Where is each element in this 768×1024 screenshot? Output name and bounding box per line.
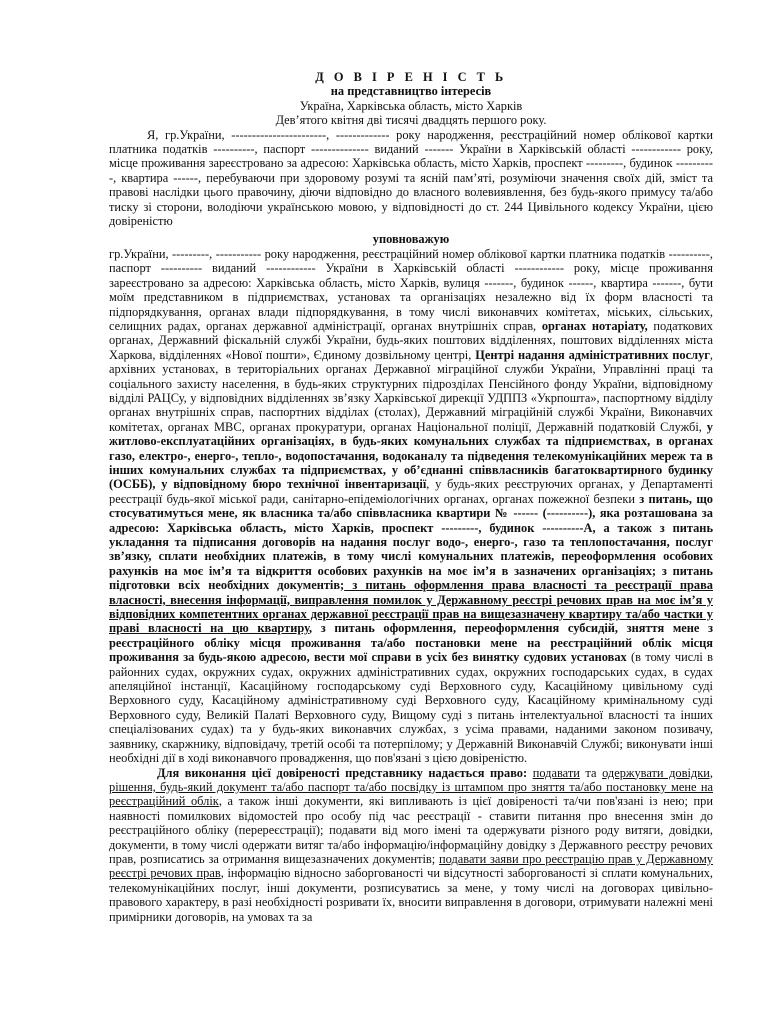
body-text-3: податкових органах, Державний фіскальній службі України, будь-яких поштових відділеннях, поштових відділеннях міста Харкова, відділеннях «Нової пошти», Єдиному дозвільному центрі,	[109, 318, 713, 362]
body-bold-underlined-ownership: з питань оформлення права власності та реєстрації права власності, внесення інформації, виправлення помилок у Державному реєстрі речових прав на моє ім’я у відповідних компетентних органах державної реєстрації прав на вищезазначену квартиру та/або частки у праві власності на цю квартиру	[109, 578, 713, 636]
body-bold-notary: органах нотаріату,	[541, 318, 648, 333]
intro-paragraph: Я, гр.України, -----------------------, ------------- року народження, реєстраційний номер облікової картки платника податків ----------, паспорт -------------- виданий ------- України в Харківській області ------------ року, місце проживання зареєстровано за адресою: Харківська область, місто Харків, проспект ---------, будинок ----------, квартира ------, перебуваючи при здоровому розумі та ясній пам’яті, розуміючи значення своїх дій, зміст та правові наслідки цього правочину, діючи відповідно до власного волевиявлення, без будь-якого примусу та/або тиску зі сторони, володіючи українською мовою, у відповідності до ст. 244 Цивільного кодексу України, цією довіреністю	[109, 127, 713, 229]
powers-text-2: , а також інші документи, які випливають із цієї довіреності та/чи пов'язані із нею; при наявності помилкових відомостей про особу під час реєстрації - ставити питання про внесення змін до реєстраційного обліку (перереєстрації); подавати від мого імені та одержувати різного роду витяги, довідки, документи, в тому числі одержати витяг та/або інформацію/інформаційну довідку з Державного реєстру речових прав, розписатись за отримання вищезазначених документів;	[109, 794, 713, 866]
body-text-1: гр.України, ---------, ----------- року народження, реєстраційний номер облікової картки платника податків ----------, паспорт ---------- виданий ------------ України в Харківській області ------------ року, місце проживання зареєстровано за адресою: Харківська область, місто Харків, вулиця -------, будинок ------, квартира -------, бути моїм представником в підприємствах, установах та організаціях незалежно від їх форм власності та підпорядкування, органах влади підпорядкування, в тому числі виконавчих комітетах, міських, сільських, селищних радах, органах державної адміністрації, органах внутрішніх справ,	[109, 246, 713, 333]
document-page	[109, 70, 713, 924]
powers-text-3: , інформацію відносно заборгованості чи відсутності заборгованості зі сплати комунальних, телекомунікаційних послуг, інші документи, розписуватись за мене, у тому числі на договорах цивільно-правового характеру, в разі необхідності розривати їх, вносити виправлення в договори, отримувати належні мені примірники договорів, на умовах та за	[109, 866, 714, 924]
powers-heading: Для виконання цієї довіреності представнику надається право:	[157, 765, 528, 780]
document-place: Україна, Харківська область, місто Харків	[299, 98, 523, 113]
body-text-7: , у будь-яких реєструючих органах, у Департаменті реєстрації будь-якої міської ради, санітарно-епідеміологічних органах, органах пожежної безпеки	[109, 477, 713, 506]
body-bold-admin-center: Центрі надання адміністративних послуг	[475, 347, 710, 362]
powers-underlined-1: подавати	[532, 765, 580, 780]
body-text-11: (в тому числі в районних судах, окружних судах, окружних адміністративних судах, окружних господарських судах, в судах апеляційної інстанції, Касаційному господарському суді Верховного суду, Касаційному цивільному суді Верховного суду, Касаційному адміністративному суді Верховного суду, Касаційному кримінальному суді Верховного суду, Великій Палаті Верховного суду, Вищому суді з питань інтелектуальної власності та інших спеціалізованих судах) та у будь-яких виконавчих службах, з усіма правами, наданими законом позивачу, заявнику, скаржнику, відповідачу, третій особі та потерпілому; у Державній Виконавчій Службі; виконувати інші необхідні дії в ході виконавчого провадження, що пов'язані з цією довіреністю.	[109, 650, 714, 766]
body-bold-apartment: з питань, що стосуватимуться мене, як власника та/або співвласника квартири № ------ (----------), яка розташована за адресою: Харківська область, місто Харків, проспект ---------, будинок ----------А, а також з питань укладання та підписання договорів на надання послуг водо-, енерго-, газо та теплопостачання, послуг зв’язку, сплати необхідних платежів, в тому числі комунальних платежів, переоформлення особових рахунків на моє ім’я та відкриття особових рахунків на моє ім’я в зазначених організаціях; з питань підготовки всіх необхідних документів;	[109, 491, 713, 593]
powers-text-1: та	[579, 765, 603, 780]
document-title: Д О В І Р Е Н І С Т Ь	[315, 70, 507, 84]
body-bold-utilities: у житлово-експлуатаційних організаціях, в будь-яких комунальних службах та підприємствах, в органах газо, електро-, енерго-, тепло-, водопостачання, водоканалу та підведення телекомунікаційних мереж та в інших комунальних службах та підприємствах, у об’єднанні співвласників багатоквартирного будинку (ОСББ), у відповідному бюро технічної інвентаризації	[109, 419, 713, 492]
powers-underlined-2: одержувати довідки, рішення, будь-який документ та/або паспорт та/або посвідку із штампом про зняття та/або постановку мене на реєстраційний облік	[109, 765, 713, 809]
powers-underlined-3: подавати заяви про реєстрацію прав у Державному реєстрі речових прав	[109, 851, 713, 881]
document-subtitle: на представництво інтересів	[330, 84, 492, 99]
body-bold-subsidies-courts: , з питань оформлення, переоформлення субсидій, зняття мене з реєстраційного обліку місця проживання та/або постановки мене на реєстраційний облік місця проживання за будь-якою адресою, вести мої справи в усіх без винятку судових установах	[109, 621, 714, 665]
representative-paragraph	[109, 247, 713, 766]
powers-paragraph	[109, 766, 713, 924]
body-text-5: , архівних установах, в територіальних органах Державної міграційної служби України, Управлінні праці та соціального захисту населення, в будь-яких структурних підрозділах Пенсійного фонду України, відповідному відділі РАЦСу, у відповідних відділеннях зв’язку Харківської дирекції УДППЗ «Укрпошта», паспортному відділу органах внутрішніх справ, паспортних відділах (столах), Державний міграційній службі України, Виконавчих комітетах, органах МВС, органах прокуратури, органах Національної поліції, Державній податковій Службі,	[109, 347, 714, 434]
authorize-label: уповноважую	[372, 232, 450, 247]
document-date: Дев’ятого квітня дві тисячі двадцять першого року.	[275, 113, 547, 128]
